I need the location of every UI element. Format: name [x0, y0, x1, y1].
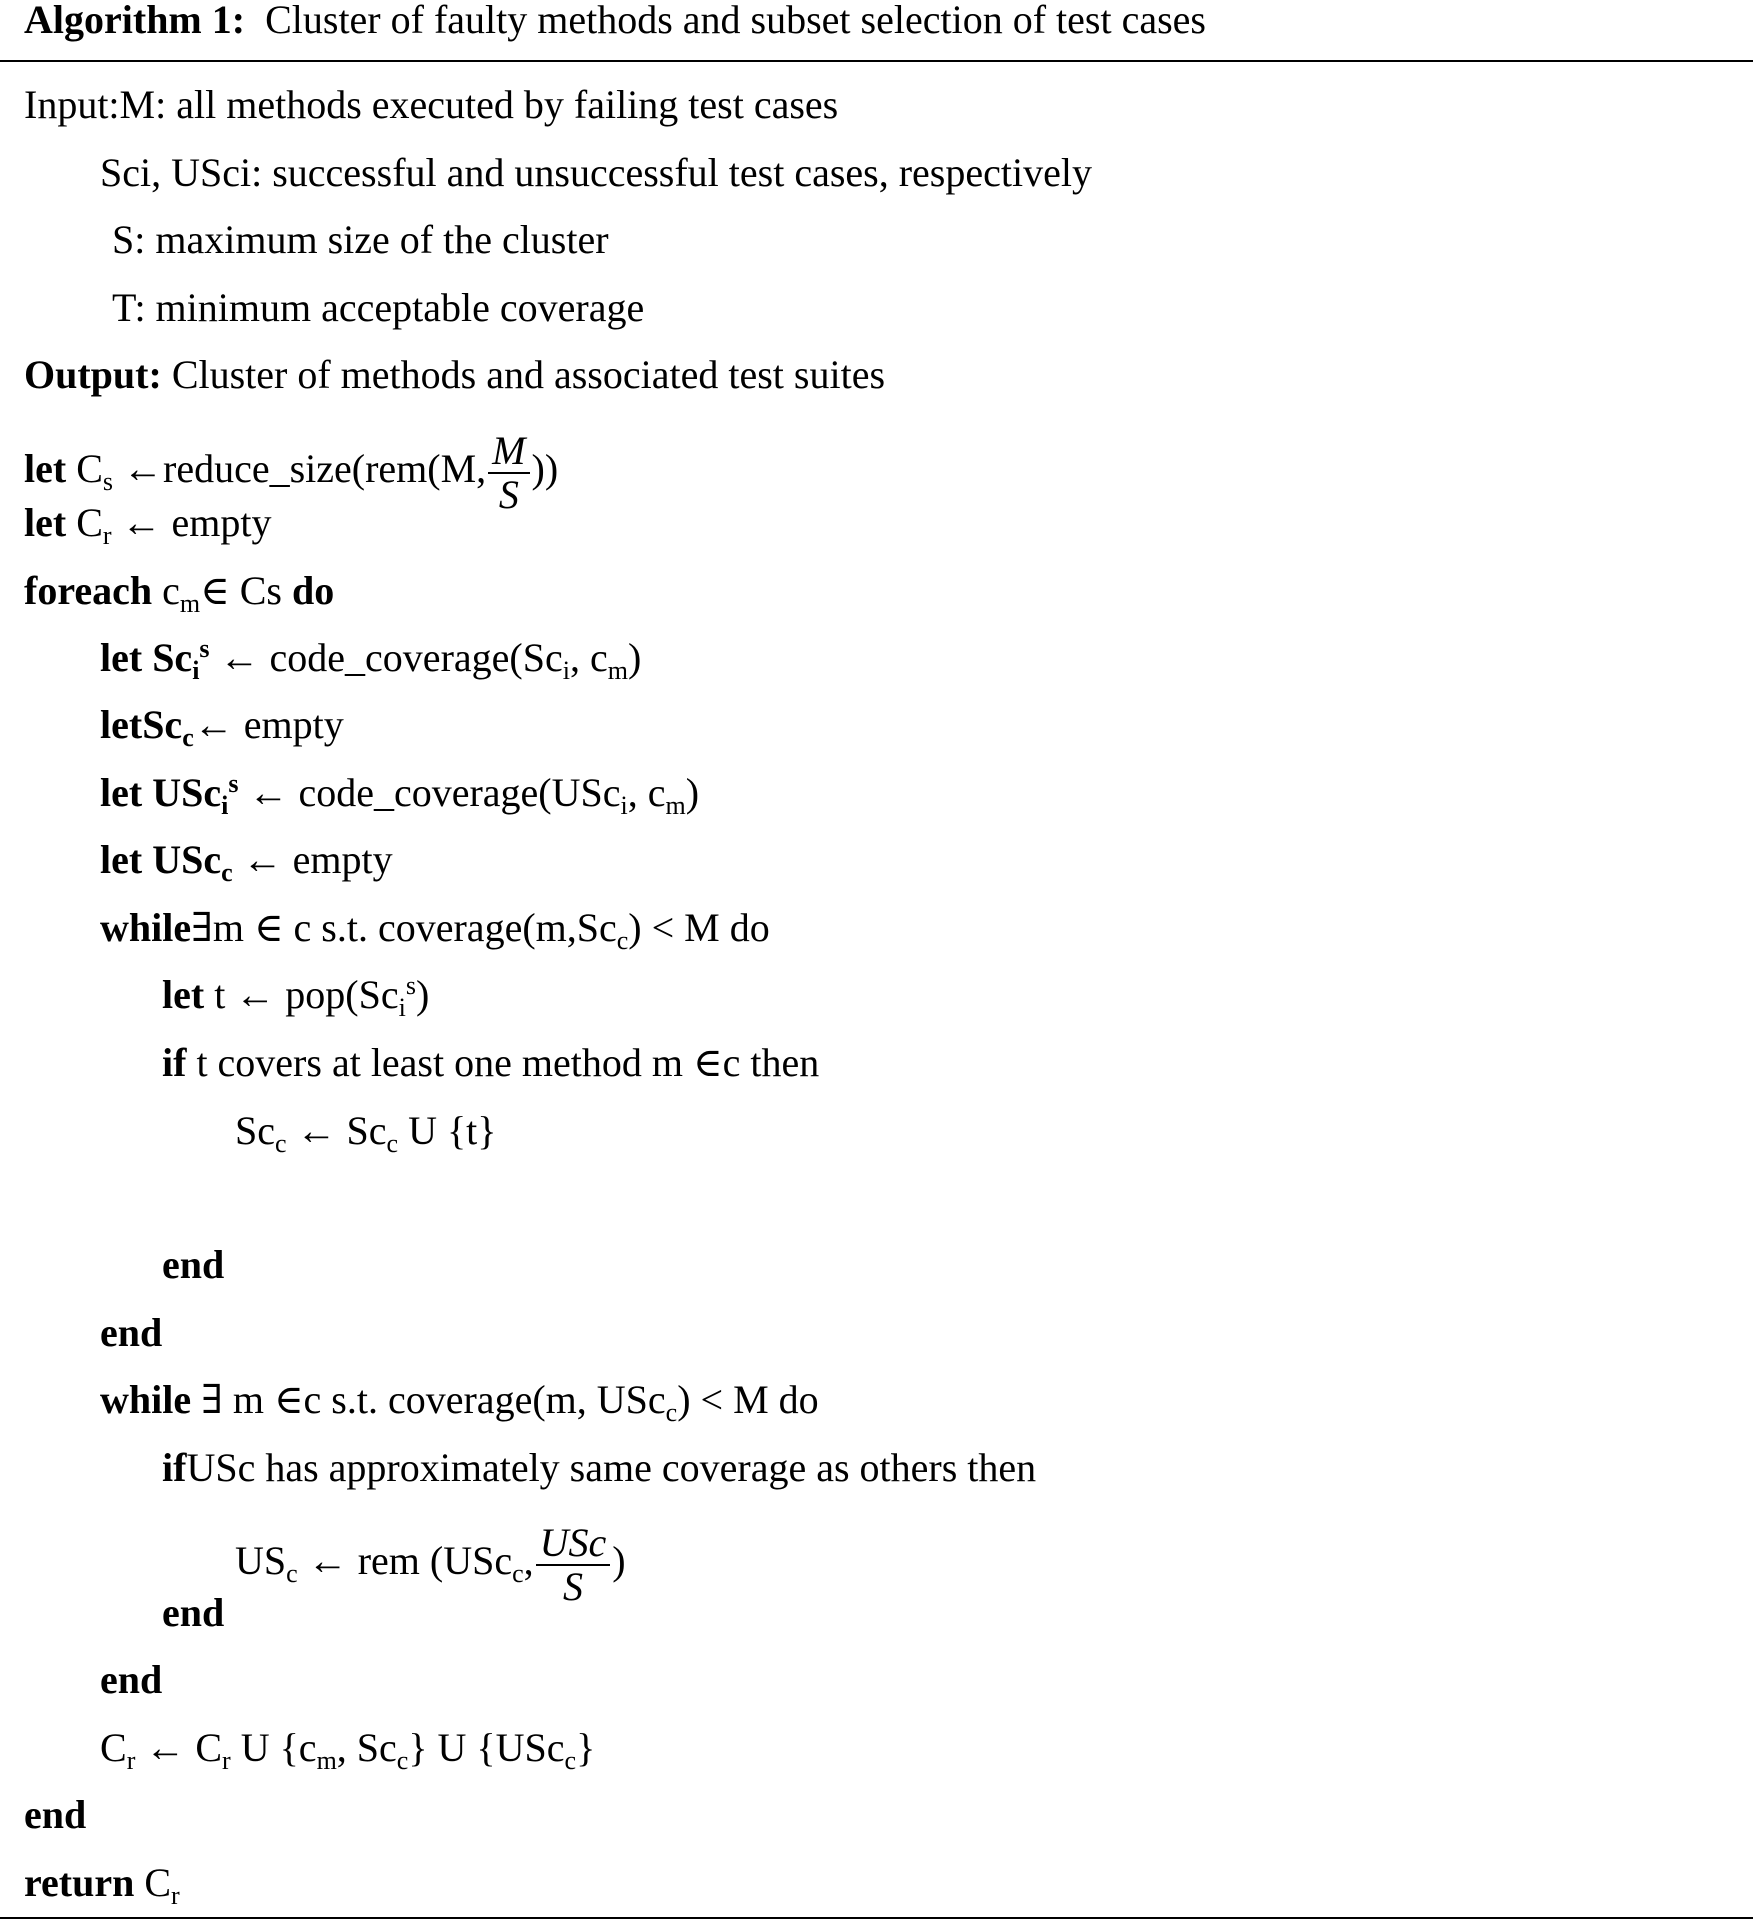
keyword: let USc	[100, 770, 222, 815]
subscript: c	[564, 1746, 577, 1775]
superscript: s	[405, 971, 416, 1000]
keyword: do	[291, 568, 335, 613]
subscript: r	[171, 1881, 180, 1910]
code-text: ← Sc	[286, 1108, 387, 1153]
code-text: ∃m ∈ c s.t. coverage(m,Sc	[191, 905, 617, 950]
algo-line-1	[24, 428, 559, 517]
input-line-3: S: maximum size of the cluster	[112, 217, 609, 262]
code-text: ) < M do	[628, 905, 770, 950]
code-text: U {t}	[398, 1108, 497, 1153]
code-text: C	[134, 1860, 172, 1905]
algorithm-label: Algorithm 1:	[24, 0, 246, 42]
keyword: if	[162, 1445, 187, 1490]
superscript: s	[228, 769, 239, 798]
keyword: while	[100, 1377, 192, 1422]
code-text: USc has approximately same coverage as others then	[186, 1445, 1037, 1490]
subscript: c	[616, 926, 629, 955]
algo-line-16	[235, 1520, 626, 1609]
code-text: ← C	[135, 1725, 223, 1770]
fraction-denominator: S	[498, 472, 519, 517]
algo-line-15	[162, 1445, 1036, 1491]
algo-line-9	[162, 971, 430, 1022]
subscript: c	[221, 858, 233, 887]
input-line-2: Sci, USci: successful and unsuccessful test cases, respectively	[100, 150, 1092, 195]
output-text: Cluster of methods and associated test suites	[161, 352, 886, 397]
code-text: ← code_coverage(USc	[238, 770, 621, 815]
algo-line-20: end	[24, 1792, 87, 1837]
algorithm-title	[24, 0, 1206, 40]
code-text: , c	[627, 770, 666, 815]
code-text: t ← pop(Sc	[204, 972, 399, 1017]
code-text: , Sc	[336, 1725, 397, 1770]
output-line	[24, 352, 885, 398]
code-text: }	[576, 1725, 596, 1770]
code-text: C	[100, 1725, 127, 1770]
code-text: ← rem (USc	[297, 1538, 513, 1584]
code-text: )	[627, 635, 642, 680]
code-text: ∈ Cs	[200, 568, 292, 613]
subscript: r	[222, 1746, 231, 1775]
algo-line-19	[100, 1725, 596, 1775]
input-line-1: Input:M: all methods executed by failing test cases	[24, 82, 839, 127]
algo-line-5	[100, 702, 344, 752]
keyword: foreach	[24, 568, 153, 613]
subscript: c	[182, 723, 194, 752]
code-text: ))	[531, 446, 559, 492]
code-text: ←reduce_size(rem(M,	[113, 446, 487, 492]
algo-line-8	[100, 905, 770, 955]
code-text: )	[612, 1538, 626, 1584]
subscript: i	[620, 791, 628, 820]
subscript: c	[386, 1129, 399, 1158]
algo-line-7	[100, 837, 393, 887]
fraction-numerator: USc	[536, 1522, 611, 1566]
algo-line-6	[100, 769, 700, 820]
code-text: U {c	[230, 1725, 317, 1770]
subscript: m	[316, 1746, 337, 1775]
algo-line-10	[162, 1040, 819, 1086]
fraction	[488, 430, 529, 516]
keyword: let	[24, 500, 67, 545]
code-text: US	[235, 1538, 287, 1584]
algorithm-title-text: Cluster of faulty methods and subset selection of test cases	[265, 0, 1206, 42]
code-text: )	[415, 972, 430, 1017]
subscript: s	[102, 467, 113, 497]
keyword: let	[24, 446, 67, 492]
subscript: i	[221, 791, 229, 820]
output-keyword: Output:	[24, 352, 162, 397]
code-text: ← empty	[111, 500, 272, 545]
algo-line-14	[100, 1377, 819, 1427]
subscript: c	[396, 1746, 409, 1775]
keyword: let Sc	[100, 635, 193, 680]
subscript: i	[192, 656, 200, 685]
subscript: c	[286, 1559, 298, 1589]
subscript: c	[665, 1398, 678, 1427]
fraction-numerator: M	[488, 430, 529, 474]
keyword: let	[162, 972, 205, 1017]
subscript: r	[102, 521, 112, 550]
code-text: , c	[569, 635, 608, 680]
algo-line-11	[235, 1108, 497, 1158]
subscript: m	[665, 791, 686, 820]
keyword: while	[100, 905, 192, 950]
algo-line-13: end	[100, 1310, 163, 1355]
keyword: return	[24, 1860, 135, 1905]
code-text: ,	[523, 1538, 534, 1584]
code-text: ) < M do	[677, 1377, 819, 1422]
keyword: let USc	[100, 837, 222, 882]
algo-line-3	[24, 568, 335, 618]
code-text: C	[66, 446, 103, 492]
code-text: c	[152, 568, 180, 613]
subscript: i	[562, 656, 570, 685]
code-text: ← code_coverage(Sc	[209, 635, 563, 680]
algo-line-12: end	[162, 1242, 225, 1287]
keyword: letSc	[100, 702, 183, 747]
top-rule	[0, 60, 1753, 62]
subscript: m	[607, 656, 628, 685]
algo-line-18: end	[100, 1657, 163, 1702]
keyword: if	[162, 1040, 187, 1085]
subscript: m	[179, 589, 201, 618]
subscript: c	[512, 1559, 524, 1589]
fraction-denominator: S	[562, 1564, 583, 1609]
code-text: } U {USc	[408, 1725, 565, 1770]
code-text: ← empty	[232, 837, 393, 882]
algo-line-2	[24, 500, 272, 550]
subscript: r	[126, 1746, 136, 1775]
code-text: ∃ m ∈c s.t. coverage(m, USc	[191, 1377, 666, 1422]
code-text: C	[66, 500, 103, 545]
algo-line-17: end	[162, 1590, 225, 1635]
superscript: s	[199, 634, 210, 663]
code-text: t covers at least one method m ∈c then	[186, 1040, 820, 1085]
code-text: ← empty	[193, 702, 344, 747]
code-text: Sc	[235, 1108, 275, 1153]
fraction	[536, 1522, 611, 1608]
subscript: i	[398, 993, 406, 1022]
algo-line-21	[24, 1860, 180, 1910]
algo-line-4	[100, 634, 642, 685]
code-text: )	[685, 770, 700, 815]
input-line-4: T: minimum acceptable coverage	[112, 285, 645, 330]
bottom-rule	[0, 1917, 1753, 1919]
subscript: c	[275, 1129, 287, 1158]
